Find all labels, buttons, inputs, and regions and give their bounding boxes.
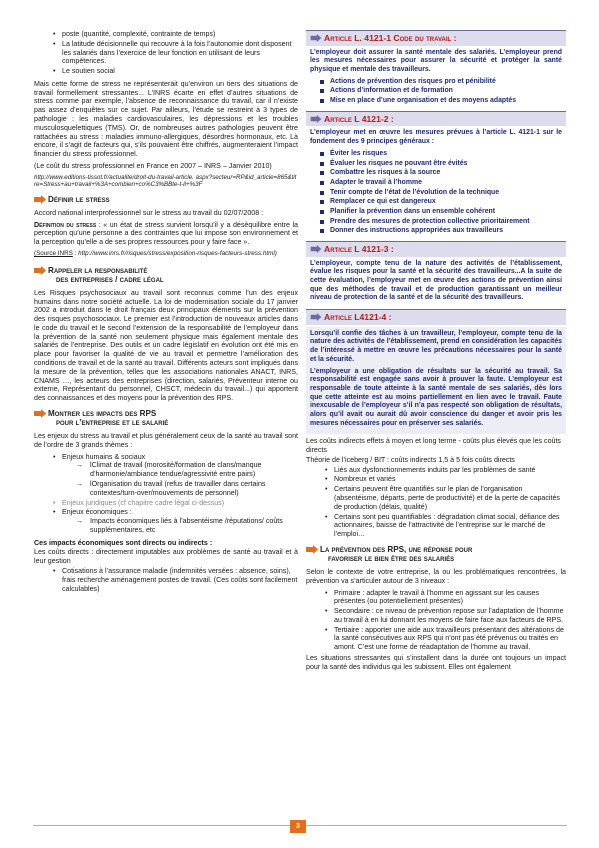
enjeux-economiques: Enjeux économiques : xyxy=(62,508,132,517)
inrs-source xyxy=(34,250,298,258)
list-item: Actions de prévention des risques pro et pénibilité xyxy=(320,78,562,87)
humains-sublist xyxy=(76,461,298,497)
list-item: Planifier la prévention dans un ensemble cohérent xyxy=(320,208,562,217)
article-text: Lorsqu’il confie des tâches à un travailleur, l’employeur, compte tenu de la nature des activités de l’établissement, prend en considération les capacités de l’intéressé à mettre en œuvre les précautions nécessaires pour la santé et la sécurité. xyxy=(310,329,562,363)
indirect-costs-list xyxy=(320,466,566,539)
list-item: Tenir compte de l’état de l’évolution de la technique xyxy=(320,189,562,198)
arrow-bullet-icon xyxy=(310,115,322,123)
section-title-line1: Rappeler la responsabilité xyxy=(48,265,148,275)
page-number: 3 xyxy=(290,820,306,833)
list-item: • Le soutien social xyxy=(48,67,298,76)
list-item: • poste (quantité, complexité, contrainte de temps) xyxy=(48,30,298,39)
list-item: • Liés aux dysfonctionnements induits par les problèmes de santé xyxy=(320,466,566,475)
article-body xyxy=(306,46,566,111)
list-item: → lClimat de travail (morosité/formation de clans/manque d’harmonie/ambiance tendue/agressivité entre pairs) xyxy=(76,461,298,479)
list-item: Adapter le travail à l’homme xyxy=(320,179,562,188)
section-title-line1: La prévention des RPS, une réponse pour xyxy=(320,544,473,554)
definition-paragraph xyxy=(34,221,298,247)
accord-paragraph: Accord national interprofessionnel sur le stress au travail du 02/07/2008 : xyxy=(34,208,264,217)
definition-label: Définition du stress xyxy=(34,220,97,229)
article-body xyxy=(306,327,566,435)
responsibility-paragraph: Les Risques psychosociaux au travail sont reconnus comme l’un des enjeux humains dans notre société actuelle. La loi de modernisation sociale du 17 janvier 2002 a introduit dans le droit français deux principaux éléments sur la prévention des risques psychosociaux. Le premier est l’introduction de nouveaux articles dans le code du travail et le second l’extension de la responsabilité de l’employeur dans la prévention de la santé non seulement physique mais également mentale des salariés de l’entreprise. Des outils et un cadre législatif en évolution ont été mis en place pour favoriser la qualité de vie au travail et permettre l’amélioration des conditions de travail et de la santé au travail. Différents acteurs sont impliqués dans la mesure de la prévention, telles que les associations nationales ANACT, INRS, CNAMS …, les acteurs des entreprises (direction, salariés, Préventeur interne ou externe, Représentant du personnel, CHSCT, médecin du travail...) qui apportent des connaissances et des moyens pour la prévention des RPS. xyxy=(34,288,298,403)
left-column xyxy=(34,30,298,595)
enjeux-list xyxy=(48,453,298,535)
article-list xyxy=(320,78,562,106)
source-link[interactable]: : http://www.inrs.fr/risques/stress/exposition-risques-facteurs-stress.html) xyxy=(72,249,277,257)
article-body xyxy=(306,257,566,309)
costs-heading: Ces impacts économiques sont directs ou indirects : xyxy=(34,538,213,547)
section-heading-impacts xyxy=(34,409,298,428)
section-heading-define-stress xyxy=(34,195,298,205)
list-item: • Certains sont peu quantifiables : dégradation climat social, défiance des actionnaires, baisse de l’attractivité de l’entreprise sur le marché de l’emploi… xyxy=(320,513,566,539)
source-url[interactable]: http://www.editions-tissot.fr/actualite/droit-du-travail-article. aspx?secteur=RP&id_article=865&titre=Stress+au+travail+%3A+combien+co%C3%BBte-t-il+%3F xyxy=(34,173,297,189)
top-bullet-list xyxy=(48,30,298,76)
article-title: Article L4121-4 : xyxy=(324,312,392,323)
list-item: → Impacts économiques liés à l’absentéisme /réputations/ coûts supplémentaires, etc xyxy=(76,517,298,535)
list-item: • La latitude décisionnelle qui recouvre à la fois l’autonomie dont disposent les salariés dans l’exercice de leur fonction en utilisant de leurs compétences. xyxy=(48,40,298,66)
indirect-costs-paragraph: Les coûts indirects effets à moyen et long terme - coûts plus élevés que les coûts directs xyxy=(306,437,561,455)
section-title-line1: Montrer les impacts des RPS xyxy=(48,408,157,418)
section-title-line2: favoriser le bien être des salariés xyxy=(328,554,455,564)
arrow-bullet-icon xyxy=(306,545,318,554)
list-item: • Secondaire : ce niveau de prévention repose sur l’adaptation de l’homme au travail à en lui donnant les moyens de faire face aux facteurs de RPS. xyxy=(320,607,566,625)
list-item: Combattre les risques à la source xyxy=(320,169,562,178)
list-item: • Cotisations à l’assurance maladie (indemnités versées : absence, soins), frais recherche aménagement postes de travail. (Ces coûts sont facilement calculables) xyxy=(48,567,298,593)
article-header xyxy=(306,241,566,257)
definition-text: : « un état de stress survient lorsqu’il y a déséquilibre entre la perception qu’une personne a des contraintes que lui impose son environnement et la perception qu’elle a de ses propres ressources pour y faire face ». xyxy=(34,220,298,247)
list-item: Mise en place d’une organisation et des moyens adaptés xyxy=(320,97,562,106)
article-header xyxy=(306,111,566,127)
section-heading-prevention xyxy=(306,545,566,564)
list-item: Prendre des mesures de protection collective prioritairement xyxy=(320,218,562,227)
right-column xyxy=(306,30,566,675)
arrow-bullet-icon xyxy=(34,409,46,418)
article-text: L’employeur, compte tenu de la nature des activités de l’établissement, évalue les risques pour la santé et la sécurité des travailleurs...A la suite de cette évaluation, l’employeur met en œuvre des actions de prévention ainsi que des méthodes de travail et de production garantissant un meilleur niveau de protection de la santé et de la sécurité des travailleurs. xyxy=(310,259,562,302)
eco-sublist xyxy=(76,517,298,535)
article-text: L’employeur a une obligation de résultats sur la sécurité au travail. Sa responsabilité est engagée sans avoir à prouver la faute. L’employeur est responsable de toute atteinte à la santé mentale de ses salariés, dès lors que cette atteinte est au moins partiellement en lien avec le travail. Faute inexcusable de l’employeur s’il n’a pas respecté son obligation de résultats, alors qu’il avait ou aurait dû avoir conscience du danger et avoir pris les mesures nécessaires pour en préserver ses salariés. xyxy=(310,367,562,427)
costs-direct: Les coûts directs : directement imputables aux problèmes de santé au travail et à leur gestion xyxy=(34,548,298,566)
article-body xyxy=(306,126,566,241)
arrow-bullet-icon xyxy=(310,245,322,253)
costs-direct-list xyxy=(48,567,298,593)
cost-reference: (Le coût du stress professionnel en France en 2007 – INRS – Janvier 2010) xyxy=(34,161,272,170)
section-title-line2: des entreprises / cadre légal xyxy=(56,275,164,285)
list-item: • Enjeux juridiques (cf chapitre cadre légal ci-dessus) xyxy=(48,499,298,508)
list-item xyxy=(48,508,298,534)
article-header xyxy=(306,30,566,46)
arrow-bullet-icon xyxy=(34,195,46,204)
list-item: Actions d’information et de formation xyxy=(320,87,562,96)
article-title: Article L. 4121-1 Code du travail : xyxy=(324,33,457,43)
prevention-intro: Selon le contexte de votre entreprise, la ou les problématiques rencontrées, la prévention va s’articuler autour de 3 niveaux : xyxy=(306,568,566,585)
closing-paragraph: Les situations stressantes qui s’installent dans la durée ont toujours un impact pour la santé des individus qui les subissent. Elles ont également xyxy=(306,654,566,671)
list-item: Donner des instructions appropriées aux travailleurs xyxy=(320,227,562,236)
list-item: → lOrganisation du travail (refus de travailler dans certains contextes/turn-over/mouvements de personnel) xyxy=(76,480,298,498)
article-text: L’employeur doit assurer la santé mentale des salariés. L’employeur prend les mesures nécessaires pour assurer la sécurité et protéger la santé physique et mentale des travailleurs. xyxy=(310,48,562,74)
list-item xyxy=(48,453,298,498)
article-header xyxy=(306,309,566,325)
article-list xyxy=(320,150,562,236)
source-label: (Source INRS xyxy=(34,249,73,257)
intro-paragraph: Mais cette forme de stress ne représenterait qu’environ un tiers des situations de travail formellement stressantes... L’INRS écarte en effet d’autres situations de stress comme par exemple, l’absence de reconnaissance du travail, car il n’existe pas assez d’enquêtes sur ce sujet. Par ailleurs, l’étude se restreint à 3 types de pathologie : les maladies cardiovasculaires, les dépressions et les troubles musculosquelettiques (TMS). Or, de nombreuses autres pathologies peuvent être rattachées au stress : maladies immuno-allergiques, désordres hormonaux, etc. Là encore, il s’agit de facteurs qui, s’ils pouvaient être chiffrés, augmenteraient l’impact financier du stress professionnel. xyxy=(34,79,298,159)
list-item: • Primaire : adapter le travail à l’homme en agissant sur les causes présentes (ou potentiellement présentes) xyxy=(320,589,566,607)
section-title-line2: pour l’entreprise et le salarié xyxy=(56,418,169,428)
list-item: • Tertiaire : apporter une aide aux travailleurs présentant des altérations de la santé consécutives aux RPS qui n’ont pas été prévenus ou traités en amont. C’est une forme de réadaptation de l’homme au travail. xyxy=(320,626,566,652)
section-heading-responsibility xyxy=(34,266,298,285)
arrow-bullet-icon xyxy=(34,266,46,275)
section-title: Définir le stress xyxy=(48,195,110,205)
list-item: Éviter les risques xyxy=(320,150,562,159)
article-text: L’employeur met en œuvre les mesures prévues à l’article L. 4121-1 sur le fondement des 9 principes généraux : xyxy=(310,129,562,146)
list-item: • Certains peuvent être quantifiés sur le plan de l’organisation (absentéisme, départs, perte de productivité) et de la perte de capacités de production (délais, qualité) xyxy=(320,485,566,511)
prevention-levels-list xyxy=(320,589,566,652)
list-item: Remplacer ce qui est dangereux xyxy=(320,198,562,207)
arrow-bullet-icon xyxy=(310,34,322,42)
arrow-bullet-icon xyxy=(310,313,322,321)
article-title: Article L 4121-2 : xyxy=(324,113,394,124)
impacts-intro: Les enjeux du stress au travail et plus généralement ceux de la santé au travail sont de l’ordre de 3 grands thèmes : xyxy=(34,432,298,449)
list-item: Évaluer les risques ne pouvant être évités xyxy=(320,160,562,169)
article-title: Article L 4121-3 : xyxy=(324,244,394,254)
list-item: • Nombreux et variés xyxy=(320,475,566,484)
enjeux-humains: Enjeux humains & sociaux xyxy=(62,452,146,461)
iceberg-paragraph: Théorie de l’iceberg / BIT : coûts indirects 1,5 à 5 fois coûts directs xyxy=(306,455,515,464)
